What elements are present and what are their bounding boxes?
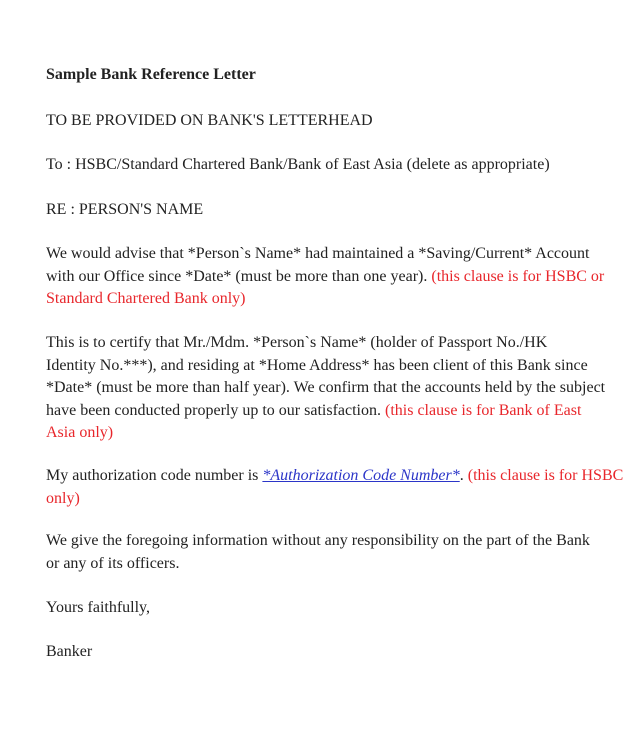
- authorization-prefix: My authorization code number is: [46, 467, 263, 484]
- certification-paragraph-line: *Date* (must be more than half year). We confirm that the accounts held by the subject: [46, 379, 606, 396]
- hsbc-clause-note: (this clause is for HSBC: [467, 467, 623, 484]
- letterhead-note: TO BE PROVIDED ON BANK'S LETTERHEAD: [46, 112, 373, 129]
- hsbc-sc-clause-note: (this clause is for HSBC or: [431, 267, 605, 285]
- disclaimer-paragraph: [46, 530, 590, 575]
- certification-paragraph: [46, 332, 606, 445]
- authorization-suffix: .: [459, 467, 468, 484]
- certification-paragraph-text: have been conducted properly up to our satisfaction.: [46, 401, 385, 419]
- authorization-paragraph: [46, 465, 623, 510]
- hsbc-clause-note-continued: only): [46, 489, 80, 507]
- account-paragraph-text: with our Office since *Date* (must be more than one year).: [46, 267, 432, 285]
- bea-clause-note-continued: Asia only): [46, 424, 114, 441]
- account-paragraph-line: [46, 266, 605, 289]
- signature-line: Banker: [46, 643, 93, 660]
- certification-paragraph-line: Identity No.***), and residing at *Home Address* has been client of this Bank since: [46, 356, 588, 374]
- disclaimer-paragraph-line: We give the foregoing information without any responsibility on the part of the Bank: [46, 532, 590, 549]
- hsbc-sc-clause-note-continued: Standard Chartered Bank only): [46, 290, 246, 307]
- bea-clause-note: (this clause is for Bank of East: [385, 401, 582, 419]
- account-paragraph-line: We would advise that *Person`s Name* had maintained a *Saving/Current* Account: [46, 245, 590, 262]
- authorization-paragraph-line: [46, 465, 623, 488]
- closing-line: Yours faithfully,: [46, 599, 151, 616]
- certification-paragraph-line: [46, 400, 582, 423]
- authorization-code-link[interactable]: *Authorization Code Number*: [262, 467, 460, 484]
- certification-paragraph-line: This is to certify that Mr./Mdm. *Person`s Name* (holder of Passport No./HK: [46, 334, 548, 351]
- account-paragraph: [46, 243, 605, 311]
- disclaimer-paragraph-line: or any of its officers.: [46, 554, 180, 572]
- letter-title: Sample Bank Reference Letter: [46, 66, 256, 83]
- subject-line: RE : PERSON'S NAME: [46, 201, 204, 218]
- addressee-line: To : HSBC/Standard Chartered Bank/Bank of East Asia (delete as appropriate): [46, 156, 550, 173]
